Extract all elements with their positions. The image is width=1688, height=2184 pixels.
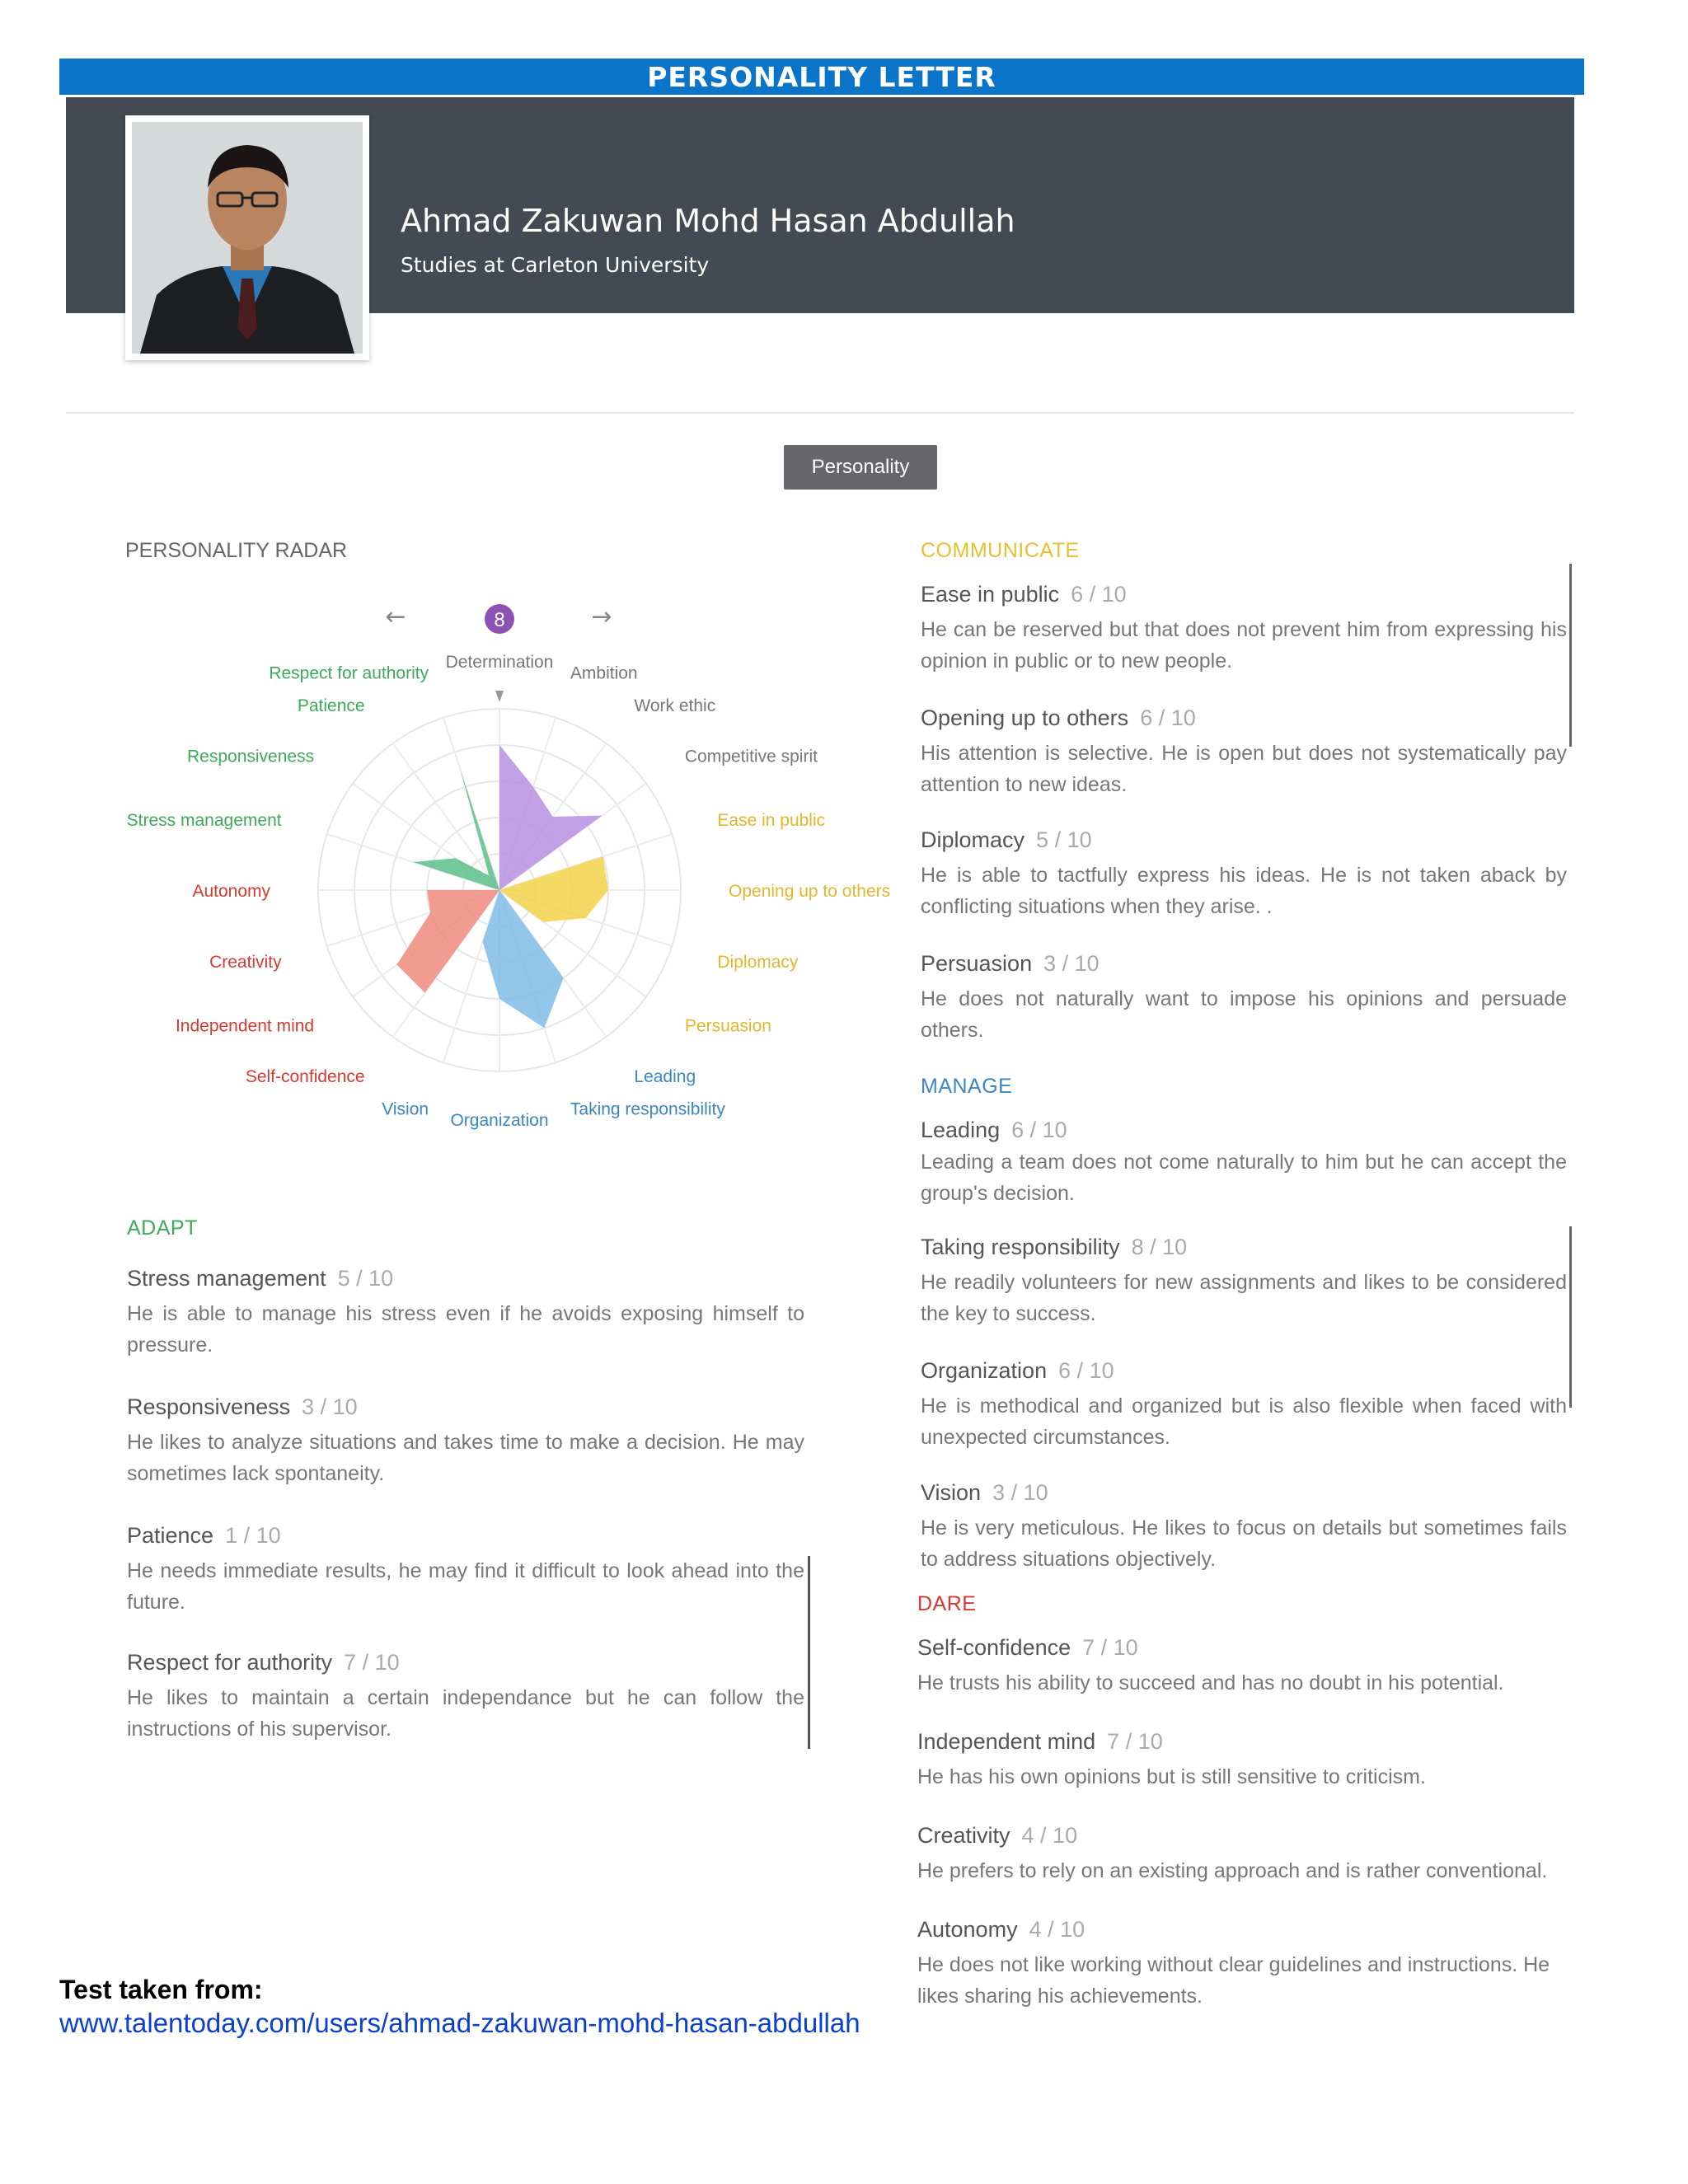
radar-label: Stress management	[126, 811, 282, 831]
item-score: 6 / 10	[1011, 1118, 1067, 1142]
item-score: 7 / 10	[1107, 1729, 1163, 1754]
selected-badge-value: 8	[494, 609, 505, 631]
item-desc: He does not naturally want to impose his opinions and persuade others.	[921, 987, 1567, 1042]
communicate-title: COMMUNICATE	[921, 539, 1080, 562]
footer-label: Test taken from:	[59, 1975, 263, 2004]
arrow-right-icon[interactable]: →	[591, 602, 612, 631]
manage-item	[921, 1480, 1567, 1575]
communicate-item	[921, 951, 1567, 1046]
radar-label: Patience	[297, 696, 365, 716]
item-score: 6 / 10	[1058, 1358, 1114, 1383]
item-score: 3 / 10	[302, 1394, 358, 1419]
item-name: Self-confidence	[917, 1635, 1071, 1660]
item-name: Leading	[921, 1118, 1001, 1142]
radar-label: Autonomy	[192, 882, 270, 901]
communicate-item	[921, 582, 1567, 677]
item-name: Creativity	[917, 1823, 1010, 1848]
dare-item	[917, 1917, 1577, 2012]
radar-label: Leading	[634, 1066, 696, 1086]
item-score: 7 / 10	[1082, 1635, 1138, 1660]
item-desc: He does not like working without clear guidelines and instructions. He likes sharing his achievements.	[917, 1953, 1550, 2008]
item-score: 5 / 10	[1036, 827, 1092, 852]
item-desc: He can be reserved but that does not prevent him from expressing his opinion in public or to new people.	[921, 618, 1567, 673]
item-desc: He is able to manage his stress even if he avoids exposing himself to pressure.	[127, 1302, 804, 1357]
adapt-item	[127, 1394, 804, 1489]
item-name: Responsiveness	[127, 1394, 291, 1419]
item-name: Independent mind	[917, 1729, 1096, 1754]
adapt-item	[127, 1523, 804, 1618]
item-desc: He trusts his ability to succeed and has no doubt in his potential.	[917, 1671, 1504, 1694]
communicate-item	[921, 827, 1567, 922]
item-desc: Leading a team does not come naturally to him but he can accept the group's decision.	[921, 1151, 1567, 1205]
radar-label: Responsiveness	[187, 747, 315, 766]
tab-personality[interactable]: Personality	[784, 445, 937, 490]
scroll-track[interactable]	[808, 1556, 810, 1749]
item-score: 1 / 10	[225, 1523, 281, 1548]
manage-section	[921, 1075, 1567, 1571]
adapt-title: ADAPT	[127, 1216, 198, 1240]
item-name: Vision	[921, 1480, 982, 1505]
radar-axis	[327, 834, 499, 890]
radar-label: Opening up to others	[729, 882, 891, 901]
item-score: 3 / 10	[992, 1480, 1048, 1505]
item-score: 7 / 10	[344, 1650, 400, 1675]
item-name: Organization	[921, 1358, 1048, 1383]
item-name: Respect for authority	[127, 1650, 333, 1675]
divider	[66, 412, 1574, 414]
item-score: 6 / 10	[1071, 582, 1127, 607]
profile-school: Studies at Carleton University	[401, 253, 710, 277]
item-name: Ease in public	[921, 582, 1060, 607]
radar-label: Ease in public	[717, 811, 826, 831]
scroll-track[interactable]	[1569, 1226, 1572, 1408]
radar-label: Determination	[445, 653, 554, 672]
dare-section	[917, 1592, 1577, 2008]
radar-label: Respect for authority	[269, 663, 429, 683]
radar-pointer-icon	[495, 691, 504, 702]
item-desc: He likes to maintain a certain independance but he can follow the instructions of his supervisor.	[127, 1686, 804, 1741]
dare-title: DARE	[917, 1592, 977, 1615]
radar-label: Creativity	[209, 952, 282, 972]
item-desc: He is very meticulous. He likes to focus on details but sometimes fails to address situations objectively.	[921, 1516, 1567, 1571]
item-score: 4 / 10	[1021, 1823, 1078, 1848]
item-name: Taking responsibility	[921, 1235, 1120, 1259]
item-name: Diplomacy	[921, 827, 1025, 852]
item-name: Patience	[127, 1523, 214, 1548]
adapt-item	[127, 1650, 804, 1745]
manage-item	[921, 1358, 1567, 1453]
item-name: Stress management	[127, 1266, 326, 1291]
radar-label: Independent mind	[175, 1016, 315, 1036]
dare-item	[917, 1823, 1577, 1886]
radar-label: Persuasion	[684, 1016, 771, 1036]
page-banner: PERSONALITY LETTER	[59, 59, 1584, 95]
manage-item	[921, 1235, 1567, 1329]
item-desc: He needs immediate results, he may find it difficult to look ahead into the future.	[127, 1559, 804, 1614]
item-desc: He has his own opinions but is still sensitive to criticism.	[917, 1765, 1426, 1788]
item-desc: He is able to tactfully express his ideas. He is not taken aback by conflicting situations when they arise. .	[921, 864, 1567, 918]
item-desc: His attention is selective. He is open but does not systematically pay attention to new ideas.	[921, 742, 1567, 796]
adapt-section	[127, 1216, 804, 1741]
item-name: Autonomy	[917, 1917, 1018, 1942]
item-score: 4 / 10	[1029, 1917, 1085, 1942]
item-desc: He prefers to rely on an existing approach and is rather conventional.	[917, 1859, 1548, 1882]
item-score: 6 / 10	[1140, 705, 1196, 730]
dare-item	[917, 1729, 1577, 1793]
radar-label: Vision	[382, 1099, 429, 1119]
profile-name: Ahmad Zakuwan Mohd Hasan Abdullah	[401, 203, 1015, 239]
communicate-item	[921, 705, 1567, 800]
radar-label: Diplomacy	[717, 952, 799, 972]
item-desc: He is methodical and organized but is also flexible when faced with unexpected circumstances.	[921, 1394, 1567, 1449]
dare-item	[917, 1635, 1577, 1699]
item-score: 3 / 10	[1043, 951, 1100, 976]
radar-label: Competitive spirit	[684, 747, 818, 766]
radar-label: Self-confidence	[245, 1066, 365, 1086]
arrow-left-icon[interactable]: ←	[385, 602, 406, 631]
manage-title: MANAGE	[921, 1075, 1013, 1098]
avatar	[132, 122, 363, 354]
item-score: 5 / 10	[337, 1266, 394, 1291]
personality-radar	[124, 593, 907, 1137]
radar-title: PERSONALITY RADAR	[125, 539, 348, 562]
footer-link[interactable]: www.talentoday.com/users/ahmad-zakuwan-mohd-hasan-abdullah	[59, 2008, 860, 2038]
radar-label: Ambition	[570, 663, 638, 683]
item-desc: He readily volunteers for new assignments and likes to be considered the key to success.	[921, 1271, 1567, 1325]
scroll-track[interactable]	[1569, 564, 1572, 747]
radar-label: Organization	[450, 1111, 549, 1130]
manage-item	[921, 1118, 1567, 1209]
communicate-section	[921, 539, 1567, 1042]
radar-label: Work ethic	[634, 696, 716, 716]
profile-photo	[125, 115, 369, 360]
radar-label: Taking responsibility	[570, 1099, 725, 1119]
adapt-item	[127, 1266, 804, 1361]
item-name: Opening up to others	[921, 705, 1129, 730]
item-name: Persuasion	[921, 951, 1033, 976]
item-score: 8 / 10	[1131, 1235, 1188, 1259]
item-desc: He likes to analyze situations and takes time to make a decision. He may sometimes lack spontaneity.	[127, 1431, 804, 1485]
